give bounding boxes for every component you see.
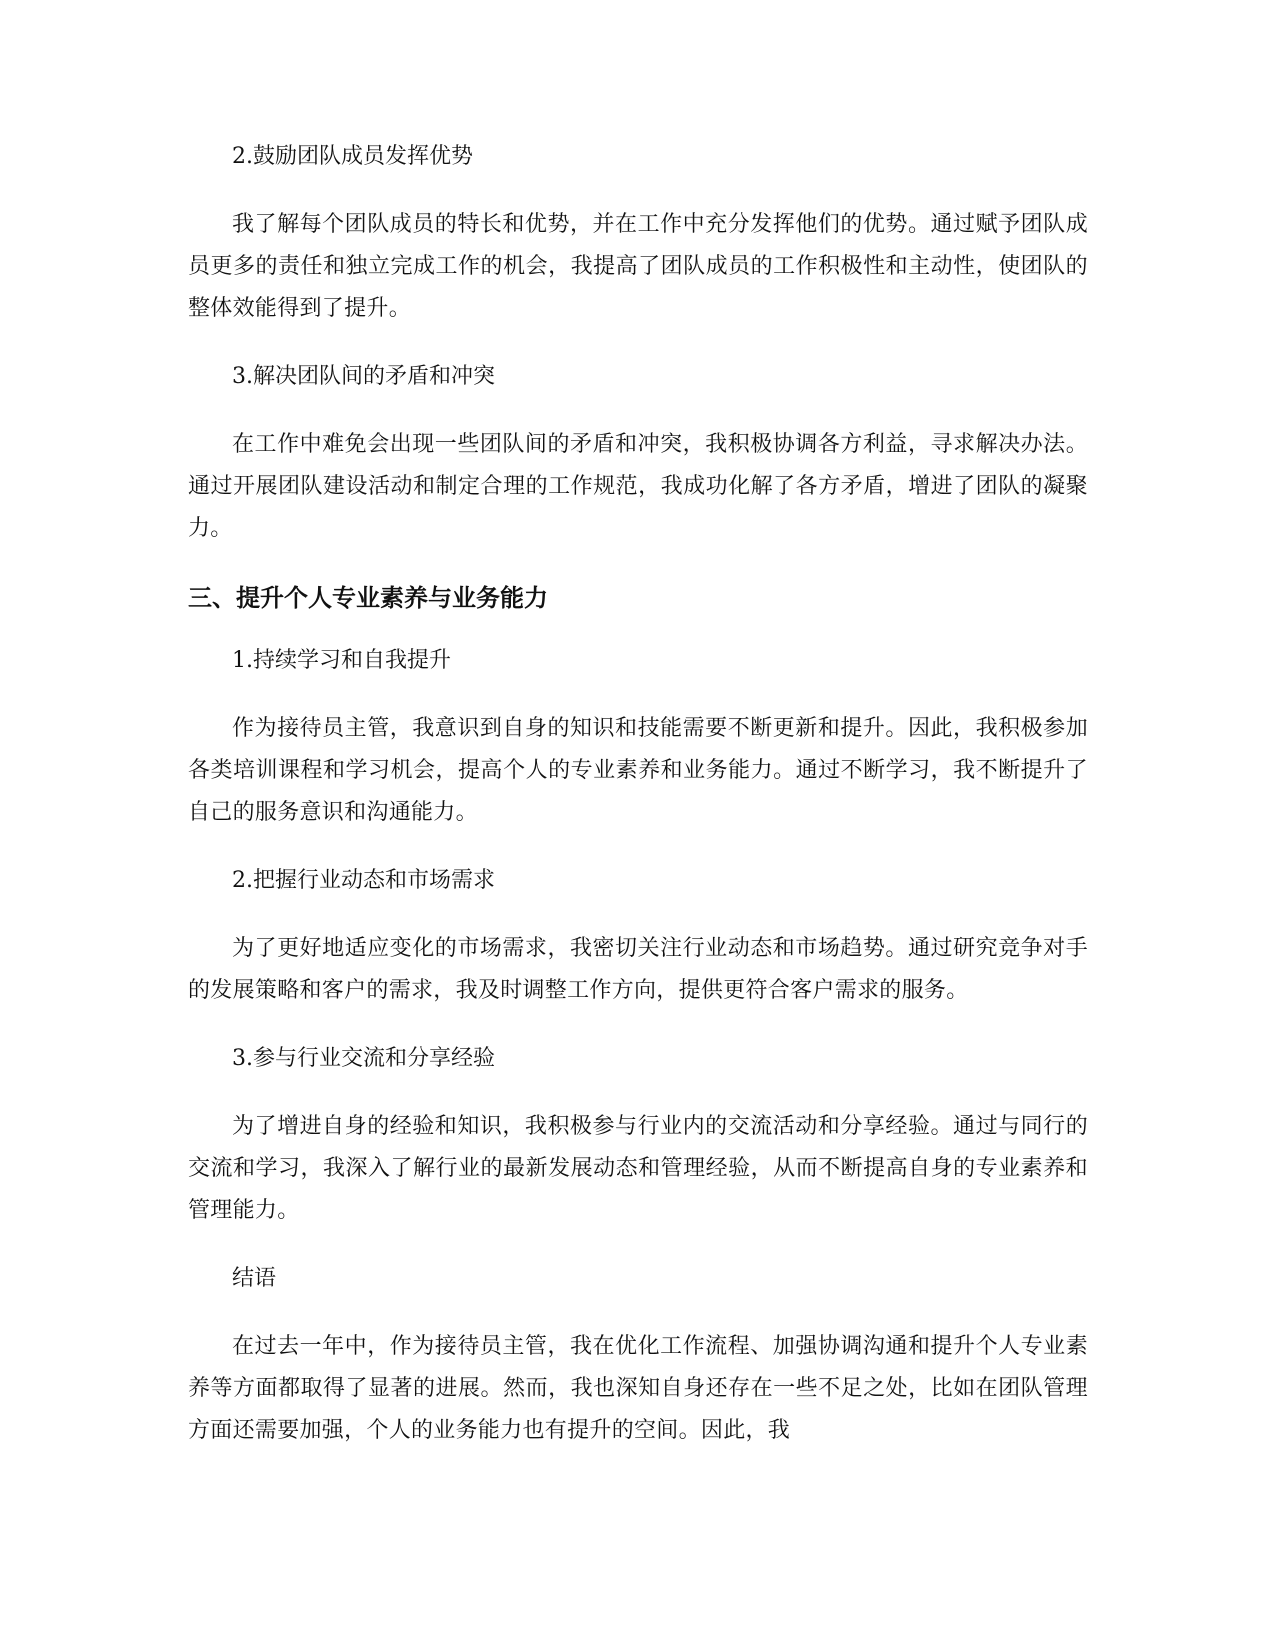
subheading-industry-exchange: 3.参与行业交流和分享经验 xyxy=(232,1046,495,1071)
paragraph-resolve-conflicts: 在工作中难免会出现一些团队间的矛盾和冲突，我积极协调各方利益，寻求解决办法。通过开展团队建设活动和制定合理的工作规范，我成功化解了各方矛盾，增进了团队的凝聚力。 xyxy=(188,432,1088,541)
paragraph-continuous-learning: 作为接待员主管，我意识到自身的知识和技能需要不断更新和提升。因此，我积极参加各类培训课程和学习机会，提高个人的专业素养和业务能力。通过不断学习，我不断提升了自己的服务意识和沟通能力。 xyxy=(188,716,1088,825)
paragraph-industry-trends: 为了更好地适应变化的市场需求，我密切关注行业动态和市场趋势。通过研究竞争对手的发展策略和客户的需求，我及时调整工作方向，提供更符合客户需求的服务。 xyxy=(188,936,1088,1003)
paragraph-conclusion: 在过去一年中，作为接待员主管，我在优化工作流程、加强协调沟通和提升个人专业素养等方面都取得了显著的进展。然而，我也深知自身还存在一些不足之处，比如在团队管理方面还需要加强，个人的业务能力也有提升的空间。因此，我 xyxy=(188,1334,1088,1443)
paragraph-industry-exchange: 为了增进自身的经验和知识，我积极参与行业内的交流活动和分享经验。通过与同行的交流和学习，我深入了解行业的最新发展动态和管理经验，从而不断提高自身的专业素养和管理能力。 xyxy=(188,1114,1088,1223)
subheading-conclusion: 结语 xyxy=(232,1266,277,1291)
subheading-resolve-conflicts: 3.解决团队间的矛盾和冲突 xyxy=(232,364,495,389)
subheading-encourage-strengths: 2.鼓励团队成员发挥优势 xyxy=(232,144,473,169)
section-heading-professional-growth: 三、提升个人专业素养与业务能力 xyxy=(188,584,548,612)
subheading-continuous-learning: 1.持续学习和自我提升 xyxy=(232,648,451,673)
paragraph-encourage-strengths: 我了解每个团队成员的特长和优势，并在工作中充分发挥他们的优势。通过赋予团队成员更多的责任和独立完成工作的机会，我提高了团队成员的工作积极性和主动性，使团队的整体效能得到了提升。 xyxy=(188,212,1088,321)
subheading-industry-trends: 2.把握行业动态和市场需求 xyxy=(232,868,495,893)
page-content xyxy=(188,142,1088,1452)
